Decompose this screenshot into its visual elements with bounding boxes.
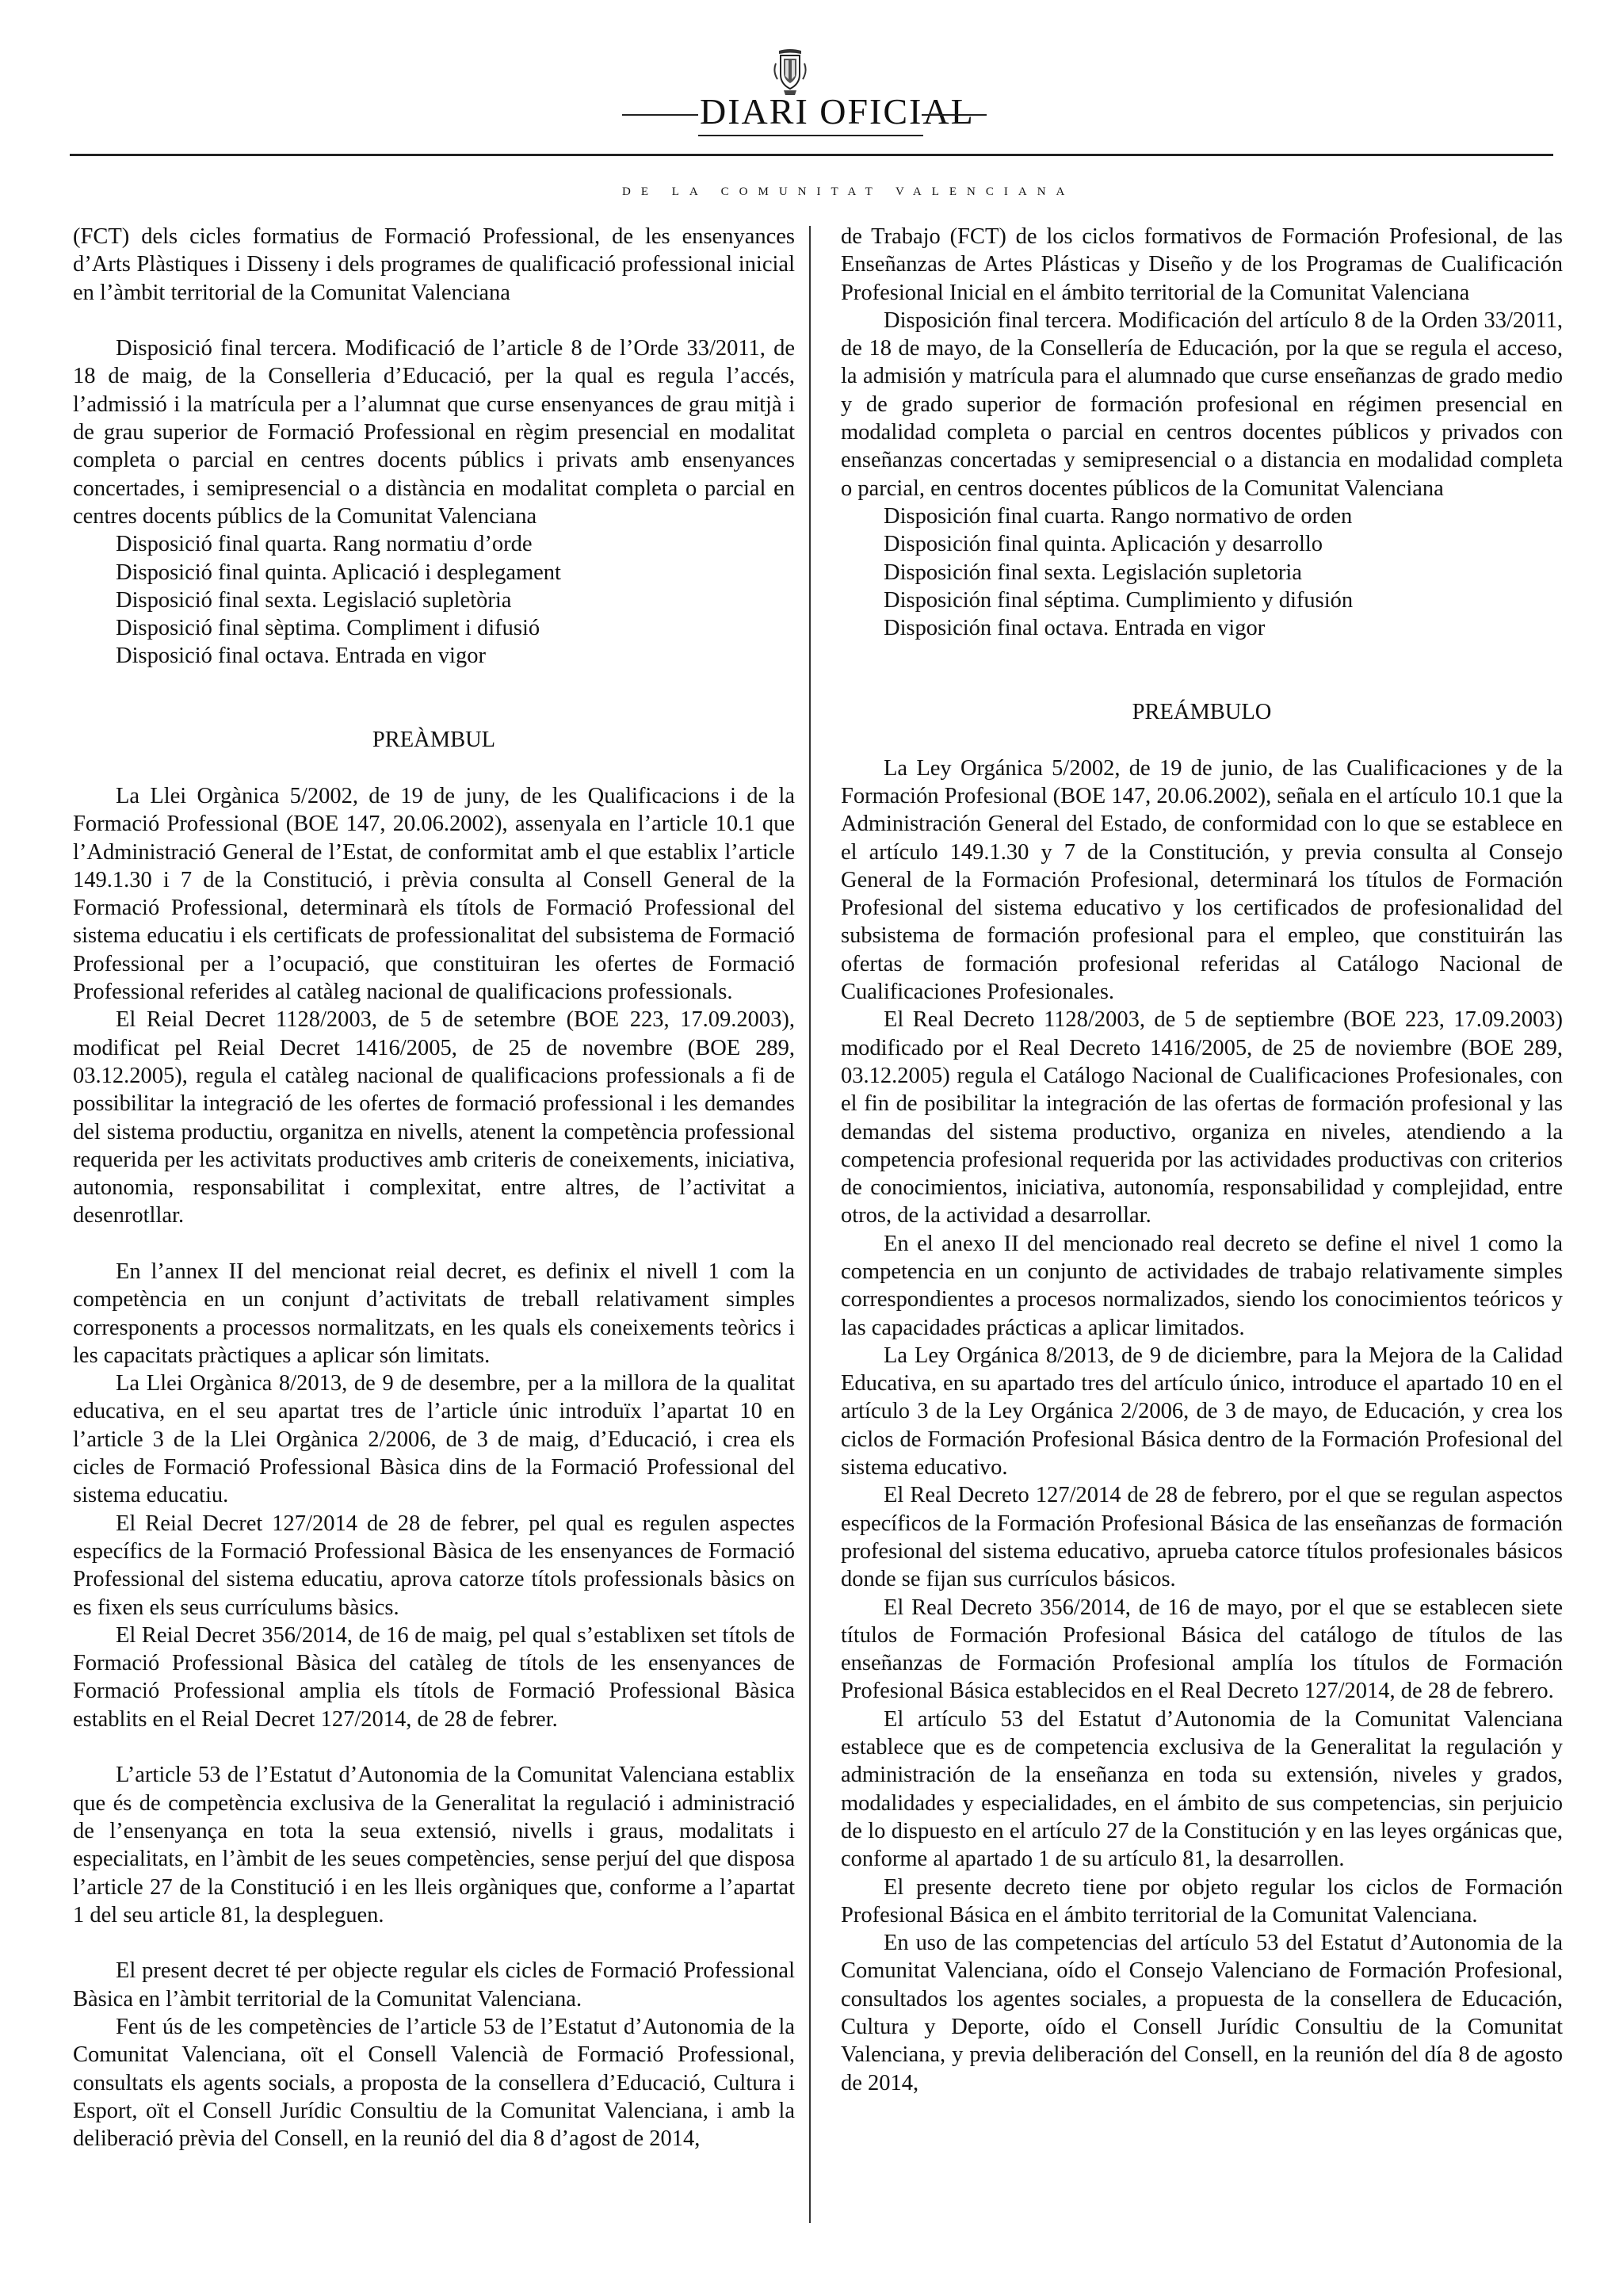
disposition-item: Disposició final sexta. Legislació supletòria <box>116 587 512 613</box>
section-heading: PREÁMBULO <box>1132 700 1272 725</box>
disposition-item: Disposició final quinta. Aplicació i desplegament <box>116 560 561 585</box>
intro-paragraph: (FCT) dels cicles formatius de Formació Professional, de les ensenyances d’Arts Plàstiques i Disseny i dels programes de qualificació professional inicial en l’àmbit territorial de la Comunitat Valenciana <box>73 224 795 305</box>
disposition-item: Disposició final quarta. Rang normatiu d’orde <box>116 532 533 557</box>
disposition-item: Disposición final octava. Entrada en vigor <box>884 616 1266 641</box>
body-paragraph: En l’annex II del mencionat reial decret, es definix el nivell 1 com la competència en un conjunt d’activitats de treball relativament simples corresponents a processos normalitzats, en les quals els coneixements teòrics i les capacitats pràctiques a aplicar són limitats. <box>73 1259 795 1368</box>
disposition-item: Disposició final octava. Entrada en vigor <box>116 644 486 669</box>
body-paragraph: En el anexo II del mencionado real decreto se define el nivel 1 como la competencia en un conjunto de actividades de trabajo relativamente simples correspondientes a procesos normalizados, siendo los conocimientos teóricos y las capacidades prácticas a aplicar limitados. <box>841 1231 1563 1340</box>
body-paragraph: El presente decreto tiene por objeto regular los ciclos de Formación Profesional Básica en el ámbito territorial de la Comunitat Valenciana. <box>841 1874 1563 1927</box>
column-divider <box>809 226 811 2223</box>
disposition-item: Disposición final quinta. Aplicación y desarrollo <box>884 532 1323 557</box>
body-paragraph: La Llei Orgànica 5/2002, de 19 de juny, de les Qualificacions i de la Formació Professional (BOE 147, 20.06.2002), assenyala en l’article 10.1 que l’Administració General de l’Estat, de conformitat amb el que establix l’article 149.1.30 i 7 de la Constitució, i prèvia consulta al Consell General de la Formació Professional, determinarà els títols de Formació Professional del sistema educatiu i els certificats de professionalitat del subsistema de Formació Professional per a l’ocupació, que constituiran les ofertes de Formació Professional referides al catàleg nacional de qualificacions professionals. <box>73 783 795 1005</box>
disposition-item: Disposición final tercera. Modificación del artículo 8 de la Orden 33/2011, de 18 de mayo, de la Consellería de Educación, por la que se regula el acceso, la admisión y matrícula para el alumnado que curse enseñanzas de grado medio y de grado superior de formación profesional en régimen presencial en modalidad completa o parcial en centros docentes públicos y privados con enseñanzas concertadas y semipresencial o a distancia en modalidad completa o parcial, en centros docentes públicos de la Comunitat Valenciana <box>841 308 1563 501</box>
masthead-underline <box>698 135 923 136</box>
body-paragraph: El artículo 53 del Estatut d’Autonomia de la Comunitat Valenciana establece que es de competencia exclusiva de la Generalitat la regulación y administración de la enseñanza en toda su extensión, niveles y grados, modalidades y especialidades, en el ámbito de sus competencias, sin perjuicio de lo dispuesto en el artículo 27 de la Constitución y en las leyes orgánicas que, conforme al apartado 1 de su artículo 81, la desarrollen. <box>841 1706 1563 1872</box>
masthead-title: DIARI OFICIAL <box>700 91 975 132</box>
body-paragraph: En uso de las competencias del artículo 53 del Estatut d’Autonomia de la Comunitat Valenciana, oído el Consejo Valenciano de Formación Profesional, consultados los agentes sociales, a propuesta de la consellera de Educación, Cultura y Deporte, oído el Consell Jurídic Consultiu de la Comunitat Valenciana, y previa deliberación del Consell, en la reunión del día 8 de agosto de 2014, <box>841 1931 1563 2095</box>
masthead <box>622 48 1075 198</box>
body-paragraph: El Reial Decret 127/2014 de 28 de febrer, pel qual es regulen aspectes específics de la Formació Professional Bàsica de les ensenyances de Formació Professional del sistema educatiu, aprova catorze títols professionals bàsics on es fixen els seus currículums bàsics. <box>73 1511 795 1620</box>
right-column <box>841 223 1563 2097</box>
body-paragraph: El Real Decreto 1128/2003, de 5 de septiembre (BOE 223, 17.09.2003) modificado por el Real Decreto 1416/2005, de 25 de noviembre (BOE 289, 03.12.2005) regula el Catálogo Nacional de Cualificaciones Profesionales, con el fin de posibilitar la integración de las ofertas de formación profesional y las demandas del sistema productivo, organiza en niveles, atendiendo a la competencia profesional requerida por las actividades productivas con criterios de conocimientos, iniciativa, autonomía, responsabilidad y complejidad, entre otros, de la actividad a desarrollar. <box>841 1007 1563 1228</box>
disposition-item: Disposició final tercera. Modificació de l’article 8 de l’Orde 33/2011, de 18 de maig, de la Conselleria d’Educació, per la qual es regula l’accés, l’admissió i la matrícula per a l’alumnat que curse ensenyances de grau mitjà i de grau superior de Formació Professional en règim presencial en modalitat completa o parcial en centres docents públics i privats amb ensenyances concertades, i semipresencial o a distància en modalitat completa o parcial en centres docents públics de la Comunitat Valenciana <box>73 336 795 529</box>
disposition-item: Disposició final sèptima. Compliment i difusió <box>116 616 540 641</box>
body-paragraph: L’article 53 de l’Estatut d’Autonomia de la Comunitat Valenciana establix que és de competència exclusiva de la Generalitat la regulació i administració de l’ensenyança en tota la seua extensió, nivells i graus, modalitats i especialitats, en l’àmbit de les seues competències, sense perjuí del que disposa l’article 27 de la Constitució i en les lleis orgàniques que, conforme a l’apartat 1 del seu article 81, la despleguen. <box>73 1763 795 1927</box>
left-column <box>73 223 795 2153</box>
disposition-item: Disposición final sexta. Legislación supletoria <box>884 560 1302 585</box>
masthead-rule-right <box>922 114 987 116</box>
disposition-item: Disposición final séptima. Cumplimiento y difusión <box>884 587 1354 613</box>
disposition-item: Disposición final cuarta. Rango normativo de orden <box>884 503 1353 529</box>
section-heading: PREÀMBUL <box>372 728 496 753</box>
coat-of-arms-icon <box>773 48 808 97</box>
body-paragraph: Fent ús de les competències de l’article 53 de l’Estatut d’Autonomia de la Comunitat Valenciana, oït el Consell Valencià de Formació Professional, consultats els agents socials, a proposta de la consellera d’Educació, Cultura i Esport, oït el Consell Jurídic Consultiu de la Comunitat Valenciana, i amb la deliberació prèvia del Consell, en la reunió del dia 8 d’agost de 2014, <box>73 2015 795 2152</box>
header-rule <box>70 154 1553 156</box>
intro-paragraph: de Trabajo (FCT) de los ciclos formativos de Formación Profesional, de las Enseñanzas de Artes Plásticas y Diseño y de los Programas de Cualificación Profesional Inicial en el ámbito territorial de la Comunitat Valenciana <box>841 224 1563 305</box>
body-paragraph: La Llei Orgànica 8/2013, de 9 de desembre, per a la millora de la qualitat educativa, en el seu apartat tres de l’article únic introduïx l’apartat 10 en l’article 3 de la Llei Orgànica 2/2006, de 3 de maig, d’Educació, i crea els cicles de Formació Professional Bàsica dins de la Formació Professional del sistema educatiu. <box>73 1371 795 1508</box>
body-paragraph: El present decret té per objecte regular els cicles de Formació Professional Bàsica en l’àmbit territorial de la Comunitat Valenciana. <box>73 1958 795 2011</box>
body-paragraph: El Reial Decret 1128/2003, de 5 de setembre (BOE 223, 17.09.2003), modificat pel Reial Decret 1416/2005, de 25 de novembre (BOE 289, 03.12.2005), regula el catàleg nacional de qualificacions professionals a fi de possibilitar la integració de les ofertes de formació professional i les demandes del sistema productiu, organitza en nivells, atenent la competència professional requerida per les activitats productives amb criteris de coneixements, iniciativa, autonomia, responsabilitat i complexitat, entre altres, de l’activitat a desenrotllar. <box>73 1007 795 1228</box>
masthead-rule-left <box>622 114 698 116</box>
body-paragraph: La Ley Orgánica 5/2002, de 19 de junio, de las Cualificaciones y de la Formación Profesional (BOE 147, 20.06.2002), señala en el artículo 10.1 que la Administración General del Estado, de conformidad con lo que se establece en el artículo 149.1.30 y 7 de la Constitución, y previa consulta al Consejo General de la Formación Profesional, determinará los títulos de Formación Profesional del sistema educativo y los certificados de profesionalidad del subsistema de formación profesional para el empleo, que constituirán las ofertas de formación profesional referidas al Catálogo Nacional de Cualificaciones Profesionales. <box>841 755 1563 1005</box>
body-paragraph: El Real Decreto 127/2014 de 28 de febrero, por el que se regulan aspectos específicos de la Formación Profesional Básica de las enseñanzas de formación profesional del sistema educativo, aprueba catorce títulos profesionales básicos donde se fijan sus currículos básicos. <box>841 1483 1563 1592</box>
body-paragraph: La Ley Orgánica 8/2013, de 9 de diciembre, para la Mejora de la Calidad Educativa, en su apartado tres del artículo único, introduce el apartado 10 en el artículo 3 de la Ley Orgánica 2/2006, de 3 de mayo, de Educación, y crea los ciclos de Formación Profesional Básica dentro de la Formación Profesional del sistema educativo. <box>841 1343 1563 1480</box>
body-paragraph: El Real Decreto 356/2014, de 16 de mayo, por el que se establecen siete títulos de Formación Profesional Básica del catálogo de títulos de las enseñanzas de Formación Profesional amplía los títulos de Formación Profesional Básica establecidos en el Real Decreto 127/2014, de 28 de febrero. <box>841 1595 1563 1704</box>
body-paragraph: El Reial Decret 356/2014, de 16 de maig, pel qual s’establixen set títols de Formació Professional Bàsica del catàleg de títols de les ensenyances de Formació Professional amplia els títols de Formació Professional Bàsica establits en el Reial Decret 127/2014, de 28 de febrer. <box>73 1622 795 1732</box>
masthead-subtitle: DE LA COMUNITAT VALENCIANA <box>622 185 1075 198</box>
